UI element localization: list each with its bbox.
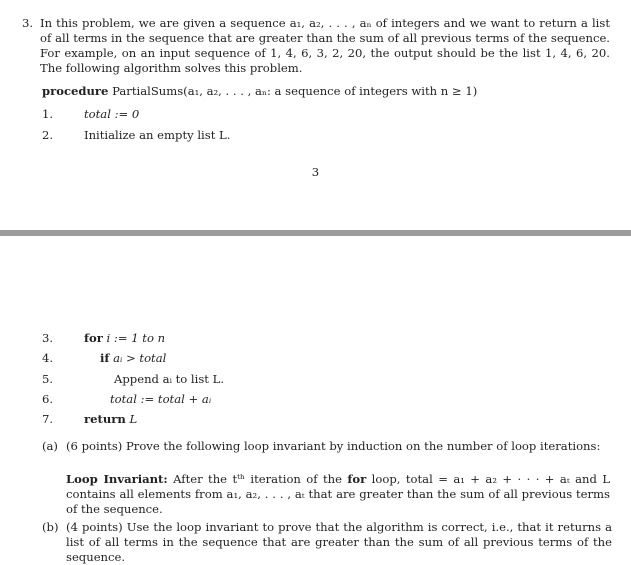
invariant-text-before: After the tᵗʰ iteration of the <box>173 472 342 486</box>
line-number: 5. <box>42 372 54 386</box>
for-keyword: for <box>84 331 103 345</box>
line-text: aᵢ > total <box>113 351 167 365</box>
line-text: L <box>129 412 138 426</box>
procedure-header <box>42 84 477 99</box>
line-text: Initialize an empty list L. <box>84 128 231 142</box>
loop-invariant <box>66 472 610 517</box>
part-b-text: (4 points) Use the loop invariant to prove that the algorithm is correct, i.e., that it returns a list of all terms in the sequence that are greater than the sum of all previous terms of the sequence. <box>66 520 612 564</box>
part-a-text: (6 points) Prove the following loop invariant by induction on the number of loop iterations: <box>66 439 601 453</box>
invariant-text-after: loop, total = a₁ + a₂ + · · · + aₜ and L contains all elements from a₁, a₂, . . . , aₜ that are greater than the sum of all previous terms of the sequence. <box>66 472 611 516</box>
page-number: 3 <box>311 165 320 179</box>
line-text: total := 0 <box>84 107 140 121</box>
line-text: total := total + aᵢ <box>110 392 212 406</box>
line-number: 6. <box>42 392 54 406</box>
part-a <box>42 439 612 454</box>
page-bottom <box>0 236 631 564</box>
if-keyword: if <box>100 351 110 365</box>
line-number: 4. <box>42 351 54 365</box>
line-number: 2. <box>42 128 54 142</box>
problem-number: 3. <box>22 16 34 30</box>
procedure-keyword: procedure <box>42 84 109 98</box>
part-a-label: (a) <box>42 439 58 453</box>
line-number: 1. <box>42 107 54 121</box>
problem-statement <box>22 16 610 76</box>
return-keyword: return <box>84 412 126 426</box>
page-top <box>0 0 631 230</box>
part-b-label: (b) <box>42 520 59 534</box>
invariant-for-keyword: for <box>347 472 367 486</box>
invariant-label: Loop Invariant: <box>66 472 168 486</box>
line-text: i := 1 to n <box>106 331 166 345</box>
line-number: 3. <box>42 331 54 345</box>
problem-text: In this problem, we are given a sequence a₁, a₂, . . . , aₙ of integers and we want to return a list of all terms in the sequence that are greater than the sum of all previous terms of the sequence. For example, on an input sequence of 1, 4, 6, 3, 2, 20, the output should be the list 1, 4, 6, 20. The following algorithm solves this problem. <box>40 16 610 75</box>
line-text: Append aᵢ to list L. <box>114 372 224 386</box>
part-b <box>42 520 612 565</box>
procedure-signature: PartialSums(a₁, a₂, . . . , aₙ: a sequence of integers with n ≥ 1) <box>112 84 478 98</box>
line-number: 7. <box>42 412 54 426</box>
